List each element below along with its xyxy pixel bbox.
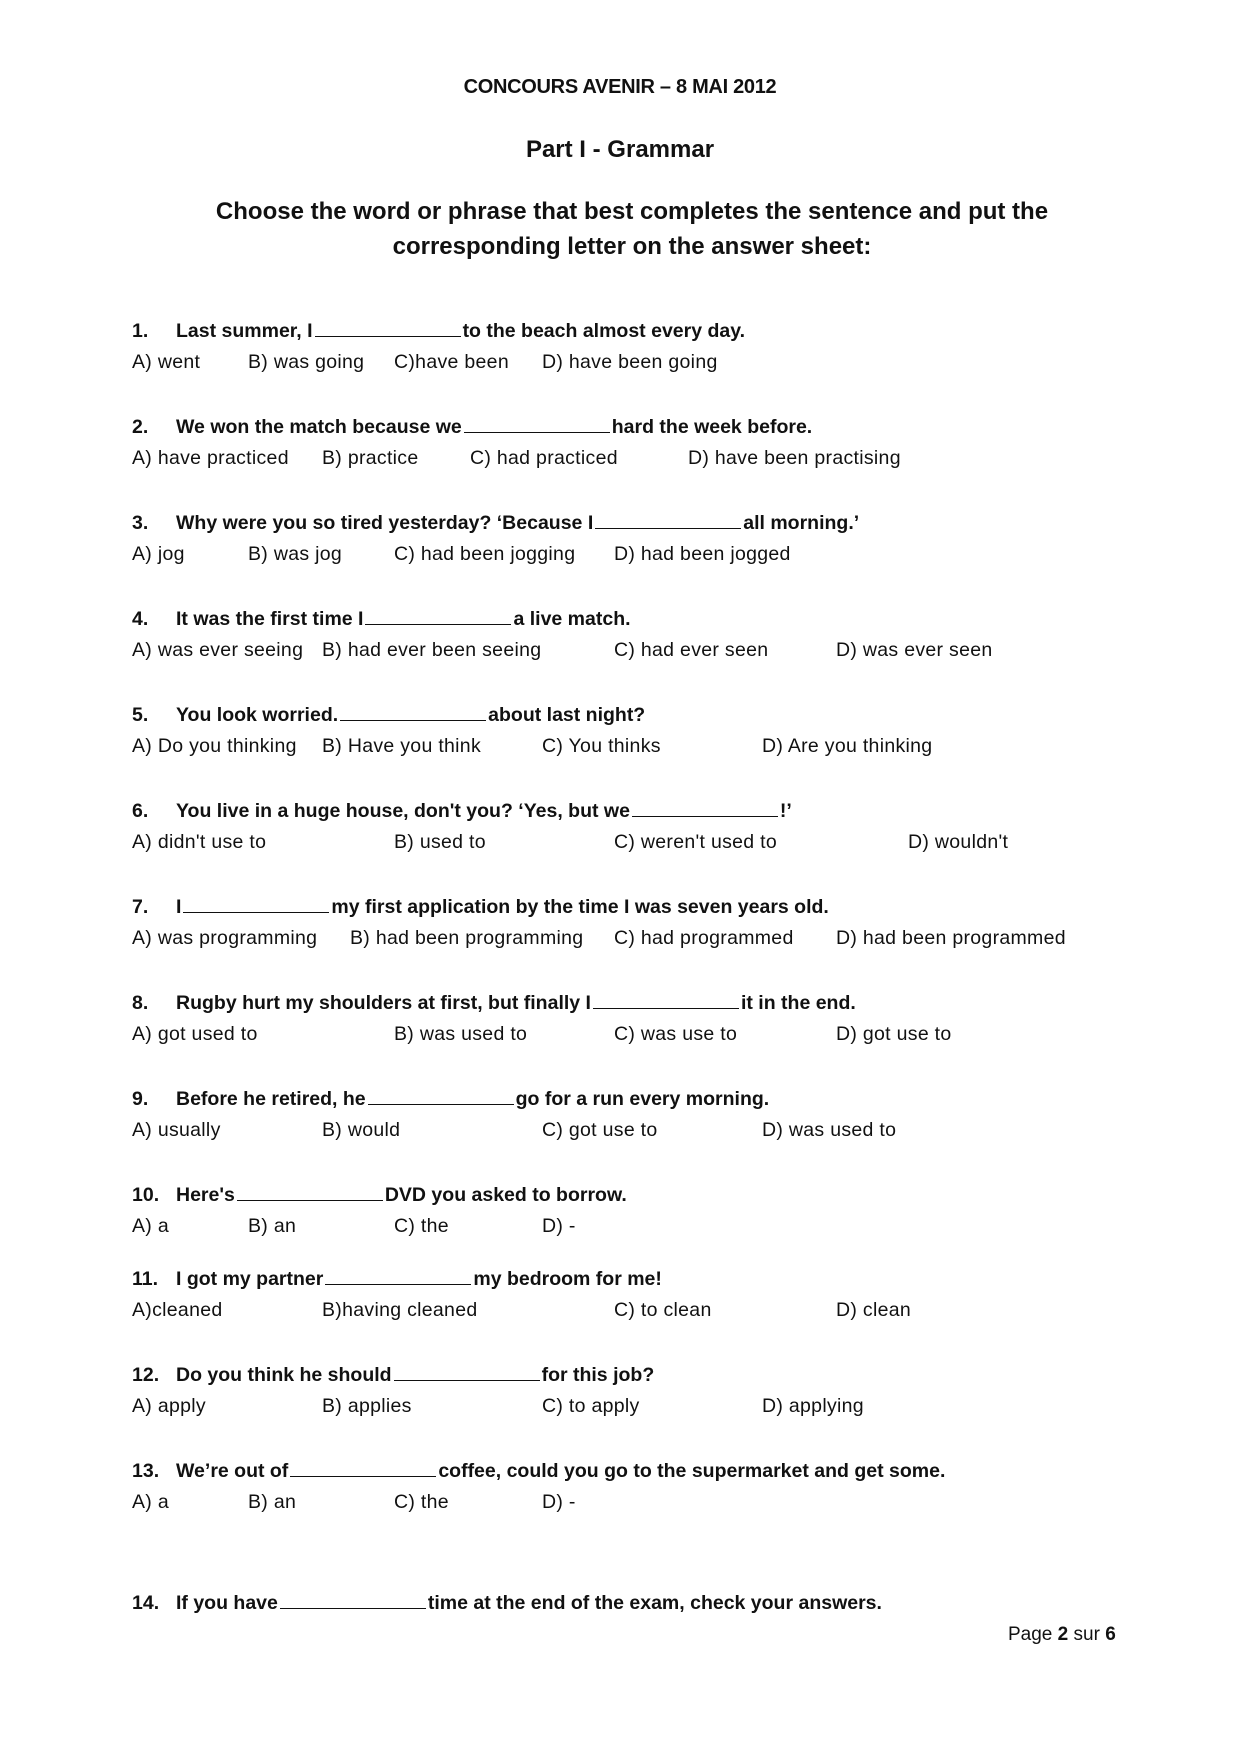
question-stem-after: my bedroom for me! [473,1268,662,1290]
question-number: 3. [132,512,149,534]
option-d: D) had been programmed [836,927,1066,949]
question-stem-after: DVD you asked to borrow. [384,1184,627,1206]
answer-blank [315,318,461,337]
option-b: B) had been programming [350,927,584,949]
question-stem-before: If you have [176,1592,278,1614]
question-stem-before: Before he retired, he [176,1088,366,1110]
option-a: A)cleaned [132,1299,223,1321]
question-stem-after: all morning.’ [743,512,860,534]
option-d: D) wouldn't [908,831,1009,853]
question-stem-after: go for a run every morning. [515,1088,770,1110]
page-footer [1008,1624,1116,1646]
question-number: 7. [132,896,149,918]
question-text [132,1182,627,1207]
question-stem-after: coffee, could you go to the supermarket and get some. [438,1460,946,1482]
option-b: B) would [322,1119,401,1141]
option-a: A) usually [132,1119,221,1141]
exam-title: CONCOURS AVENIR – 8 MAI 2012 [463,76,777,98]
question-stem-after: time at the end of the exam, check your answers. [427,1592,882,1614]
answer-blank [365,606,511,625]
option-d: D) got use to [836,1023,952,1045]
answer-blank [632,798,778,817]
sur-label: sur [1073,1624,1100,1645]
option-d: D) have been practising [688,447,901,469]
question-number: 10. [132,1184,160,1206]
question-stem-before: Do you think he should [176,1364,392,1386]
question-stem-before: You look worried. [176,704,339,726]
option-a: A) Do you thinking [132,735,297,757]
option-d: D) - [542,1215,576,1237]
question-stem-after: for this job? [541,1364,655,1386]
option-d: D) - [542,1491,576,1513]
option-a: A) have practiced [132,447,289,469]
option-b: B) Have you think [322,735,482,757]
question-text [132,318,745,343]
question-text [132,702,645,727]
option-b: B) had ever been seeing [322,639,542,661]
option-d: D) have been going [542,351,718,373]
answer-blank [280,1590,426,1609]
option-a: A) was programming [132,927,318,949]
option-d: D) Are you thinking [762,735,933,757]
option-a: A) jog [132,543,185,565]
answer-blank [290,1458,436,1477]
question-stem-before: We won the match because we [176,416,462,438]
question-text [132,1458,945,1483]
option-c: C) You thinks [542,735,661,757]
question-number: 11. [132,1268,159,1290]
option-c: C) weren't used to [614,831,778,853]
question-stem-before: We’re out of [176,1460,289,1482]
option-a: A) a [132,1491,169,1513]
question-stem-before: It was the first time I [176,608,364,630]
question-number: 4. [132,608,149,630]
question-text [132,990,856,1015]
question-number: 2. [132,416,149,438]
question-text [132,798,792,823]
question-text [132,1266,662,1291]
question-number: 5. [132,704,149,726]
option-d: D) was used to [762,1119,897,1141]
question-stem-before: I [176,896,182,918]
answer-blank [595,510,741,529]
question-number: 6. [132,800,149,822]
question-text [132,606,631,631]
answer-blank [183,894,329,913]
option-b: B) used to [394,831,486,853]
answer-blank [325,1266,471,1285]
option-c: C) to clean [614,1299,712,1321]
question-text [132,894,829,919]
option-b: B) applies [322,1395,412,1417]
question-stem-after: to the beach almost every day. [462,320,746,342]
answer-blank [340,702,486,721]
option-a: A) went [132,351,201,373]
option-b: B)having cleaned [322,1299,478,1321]
question-number: 12. [132,1364,160,1386]
option-c: C) the [394,1215,449,1237]
question-number: 1. [132,320,149,342]
option-d: D) clean [836,1299,912,1321]
option-c: C) got use to [542,1119,658,1141]
question-stem-before: Rugby hurt my shoulders at first, but finally I [176,992,591,1014]
question-stem-before: Why were you so tired yesterday? ‘Because I [176,512,594,534]
question-number: 13. [132,1460,160,1482]
answer-blank [593,990,739,1009]
option-c: C) had practiced [470,447,618,469]
option-a: A) a [132,1215,169,1237]
section-title: Part I - Grammar [525,136,715,163]
question-text [132,1590,882,1615]
option-d: D) had been jogged [614,543,791,565]
option-b: B) was jog [248,543,343,565]
answer-blank [464,414,610,433]
option-c: C) to apply [542,1395,640,1417]
question-stem-after: a live match. [513,608,631,630]
option-c: C) the [394,1491,449,1513]
question-text [132,1362,654,1387]
question-stem-before: Here's [176,1184,235,1206]
instructions: Choose the word or phrase that best completes the sentence and put the corresponding letter on the answer sheet: [215,198,1049,260]
question-number: 8. [132,992,149,1014]
question-stem-after: hard the week before. [611,416,813,438]
answer-blank [368,1086,514,1105]
question-number: 9. [132,1088,149,1110]
option-c: C)have been [394,351,509,373]
question-text [132,1086,769,1111]
question-stem-before: Last summer, I [176,320,313,342]
question-number: 14. [132,1592,160,1614]
option-b: B) was going [248,351,365,373]
question-stem-after: about last night? [488,704,646,726]
option-d: D) was ever seen [836,639,993,661]
option-c: C) had programmed [614,927,794,949]
option-c: C) was use to [614,1023,738,1045]
question-stem-before: You live in a huge house, don't you? ‘Yes, but we [176,800,630,822]
question-text [132,510,859,535]
option-b: B) an [248,1215,297,1237]
option-b: B) an [248,1491,297,1513]
question-stem-before: I got my partner [176,1268,324,1290]
question-stem-after: my first application by the time I was seven years old. [331,896,829,918]
page-label: Page [1008,1624,1053,1645]
option-c: C) had been jogging [394,543,576,565]
option-a: A) was ever seeing [132,639,304,661]
option-a: A) got used to [132,1023,258,1045]
option-b: B) practice [322,447,419,469]
page-number: 2 [1057,1624,1069,1645]
option-a: A) apply [132,1395,206,1417]
question-text [132,414,812,439]
answer-blank [237,1182,383,1201]
question-stem-after: it in the end. [740,992,856,1014]
question-stem-after: !’ [779,800,792,822]
answer-blank [394,1362,540,1381]
page-total: 6 [1105,1624,1116,1645]
option-b: B) was used to [394,1023,528,1045]
option-d: D) applying [762,1395,864,1417]
option-a: A) didn't use to [132,831,267,853]
option-c: C) had ever seen [614,639,769,661]
